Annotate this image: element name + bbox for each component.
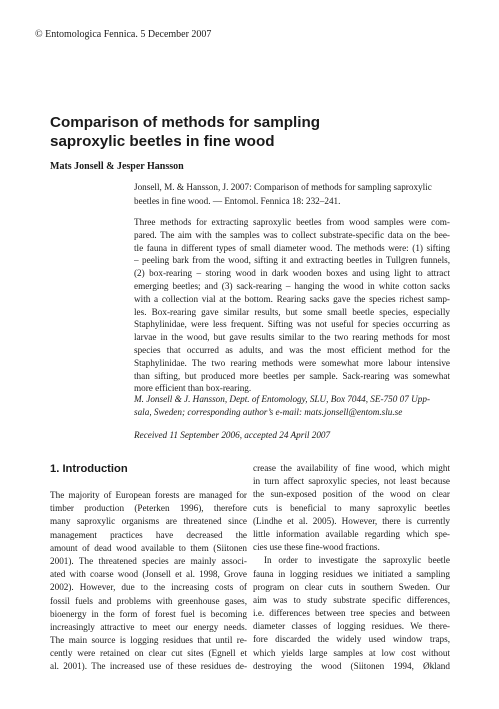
body-line: which yields large samples at low cost without	[253, 647, 450, 658]
abstract-line: emerging beetles; and (3) sack-rearing – hanging the wood in white cotton sacks	[134, 280, 450, 291]
citation-line: beetles in fine wood. — Entomol. Fennica 18: 232–241.	[134, 195, 341, 206]
author-affiliation	[134, 393, 450, 419]
body-line: al. 2001). The increased use of these residues de-	[50, 661, 247, 672]
affiliation-line: sala, Sweden; corresponding author’s e-mail: mats.jonsell@entom.slu.se	[134, 406, 403, 417]
body-line: fauna in logging residues we initiated a sampling	[253, 568, 450, 579]
citation	[134, 181, 450, 208]
abstract-line: Staphylinidae. The two rearing methods were somewhat more labour intensive	[134, 357, 450, 368]
abstract-line: Staphylinidae, were less frequent. Sifting was not useful for species occurring as	[134, 319, 450, 330]
body-line: 2002). However, due to the increasing costs of	[50, 582, 247, 593]
body-line: timber production (Peterken 1996), therefore	[50, 503, 247, 514]
received-dates: Received 11 September 2006, accepted 24 April 2007	[134, 430, 331, 440]
body-line: bioenergy in the form of forest fuel is becoming	[50, 608, 247, 619]
body-line: 2001). The threatened species are mainly associ-	[50, 555, 247, 566]
abstract-line: species that occurred as adults, and was the most efficient method for the	[134, 344, 450, 355]
body-line: the sun-exposed position of the wood on clear	[253, 489, 450, 500]
body-column-right	[253, 462, 450, 673]
affiliation-line: M. Jonsell & J. Hansson, Dept. of Entomology, SLU, Box 7044, SE-750 07 Upp-	[134, 394, 431, 404]
article-title	[50, 113, 320, 151]
body-line: crease the availability of fine wood, which might	[253, 463, 450, 473]
body-line: cies use these fine-wood fractions.	[253, 542, 380, 553]
abstract-line: tle fauna in different types of small diameter wood. The methods were: (1) sifting	[134, 242, 450, 253]
citation-line: Jonsell, M. & Hansson, J. 2007: Comparison of methods for sampling saproxylic	[134, 182, 432, 192]
body-line: amount of dead wood available to them (Siitonen	[50, 542, 247, 553]
body-line: fossil fuels and problems with greenhouse gases,	[50, 595, 247, 606]
abstract-line: than sifting, but produced more beetles per sample. Sack-rearing was somewhat	[134, 370, 450, 381]
abstract-line: (2) box-rearing – storing wood in dark wooden boxes and using light to attract	[134, 268, 450, 279]
body-line: fore discarded the widely used window traps,	[253, 634, 450, 645]
abstract-line: larvae in the wood, but gave results similar to the two rearing methods for most	[134, 332, 450, 343]
abstract-line: pared. The aim with the samples was to collect substrate-specific data on the bee-	[134, 229, 450, 240]
abstract-line: les. Box-rearing gave similar results, but some small beetle species, especially	[134, 306, 450, 317]
body-line: little information available regarding which spe-	[253, 528, 450, 539]
body-line: diameter classes of logging residues. We there-	[253, 621, 450, 632]
title-line: saproxylic beetles in fine wood	[50, 133, 275, 150]
author-list: Mats Jonsell & Jesper Hansson	[50, 161, 184, 172]
body-line: In order to investigate the saproxylic beetle	[264, 555, 450, 566]
section-heading: 1. Introduction	[50, 463, 128, 475]
body-line: cuts is beneficial to many saproxylic beetles	[253, 502, 450, 513]
body-line: aim was to study substrate specific differences,	[253, 594, 450, 605]
body-line: destroying the wood (Siitonen 1994, Økland	[253, 660, 450, 671]
body-line: cently were retained on clear cut sites (Egnell et	[50, 648, 247, 659]
copyright-line: © Entomologica Fennica. 5 December 2007	[35, 29, 212, 40]
body-line: The main source is logging residues that until re-	[50, 635, 247, 646]
abstract-line: more efficient than box-rearing.	[134, 383, 252, 394]
abstract-line: Three methods for extracting saproxylic beetles from wood samples were com-	[134, 217, 450, 227]
body-line: i.e. differences between tree species and between	[253, 608, 450, 619]
body-line: program on clear cuts in southern Sweden. Our	[253, 581, 450, 592]
body-line: ated with coarse wood (Jonsell et al. 1998, Grove	[50, 569, 247, 580]
abstract-line: with a collection vial at the bottom. Rearing sacks gave the species richest samp-	[134, 293, 450, 304]
abstract	[134, 216, 450, 395]
body-line: (Lindhe et al. 2005). However, there is currently	[253, 515, 450, 526]
body-column-left	[50, 489, 247, 674]
body-line: in turn affect saproxylic species, not least because	[253, 476, 450, 487]
body-line: management practices have decreased the	[50, 529, 247, 540]
body-line: many saproxylic organisms are threatened since	[50, 516, 247, 527]
body-line: increasingly attractive to meet our energy needs.	[50, 621, 247, 632]
title-line: Comparison of methods for sampling	[50, 114, 321, 131]
body-line: The majority of European forests are managed for	[50, 490, 247, 500]
abstract-line: – peeling bark from the wood, sifting it and extracting beetles in Tullgren funnels,	[134, 255, 450, 266]
